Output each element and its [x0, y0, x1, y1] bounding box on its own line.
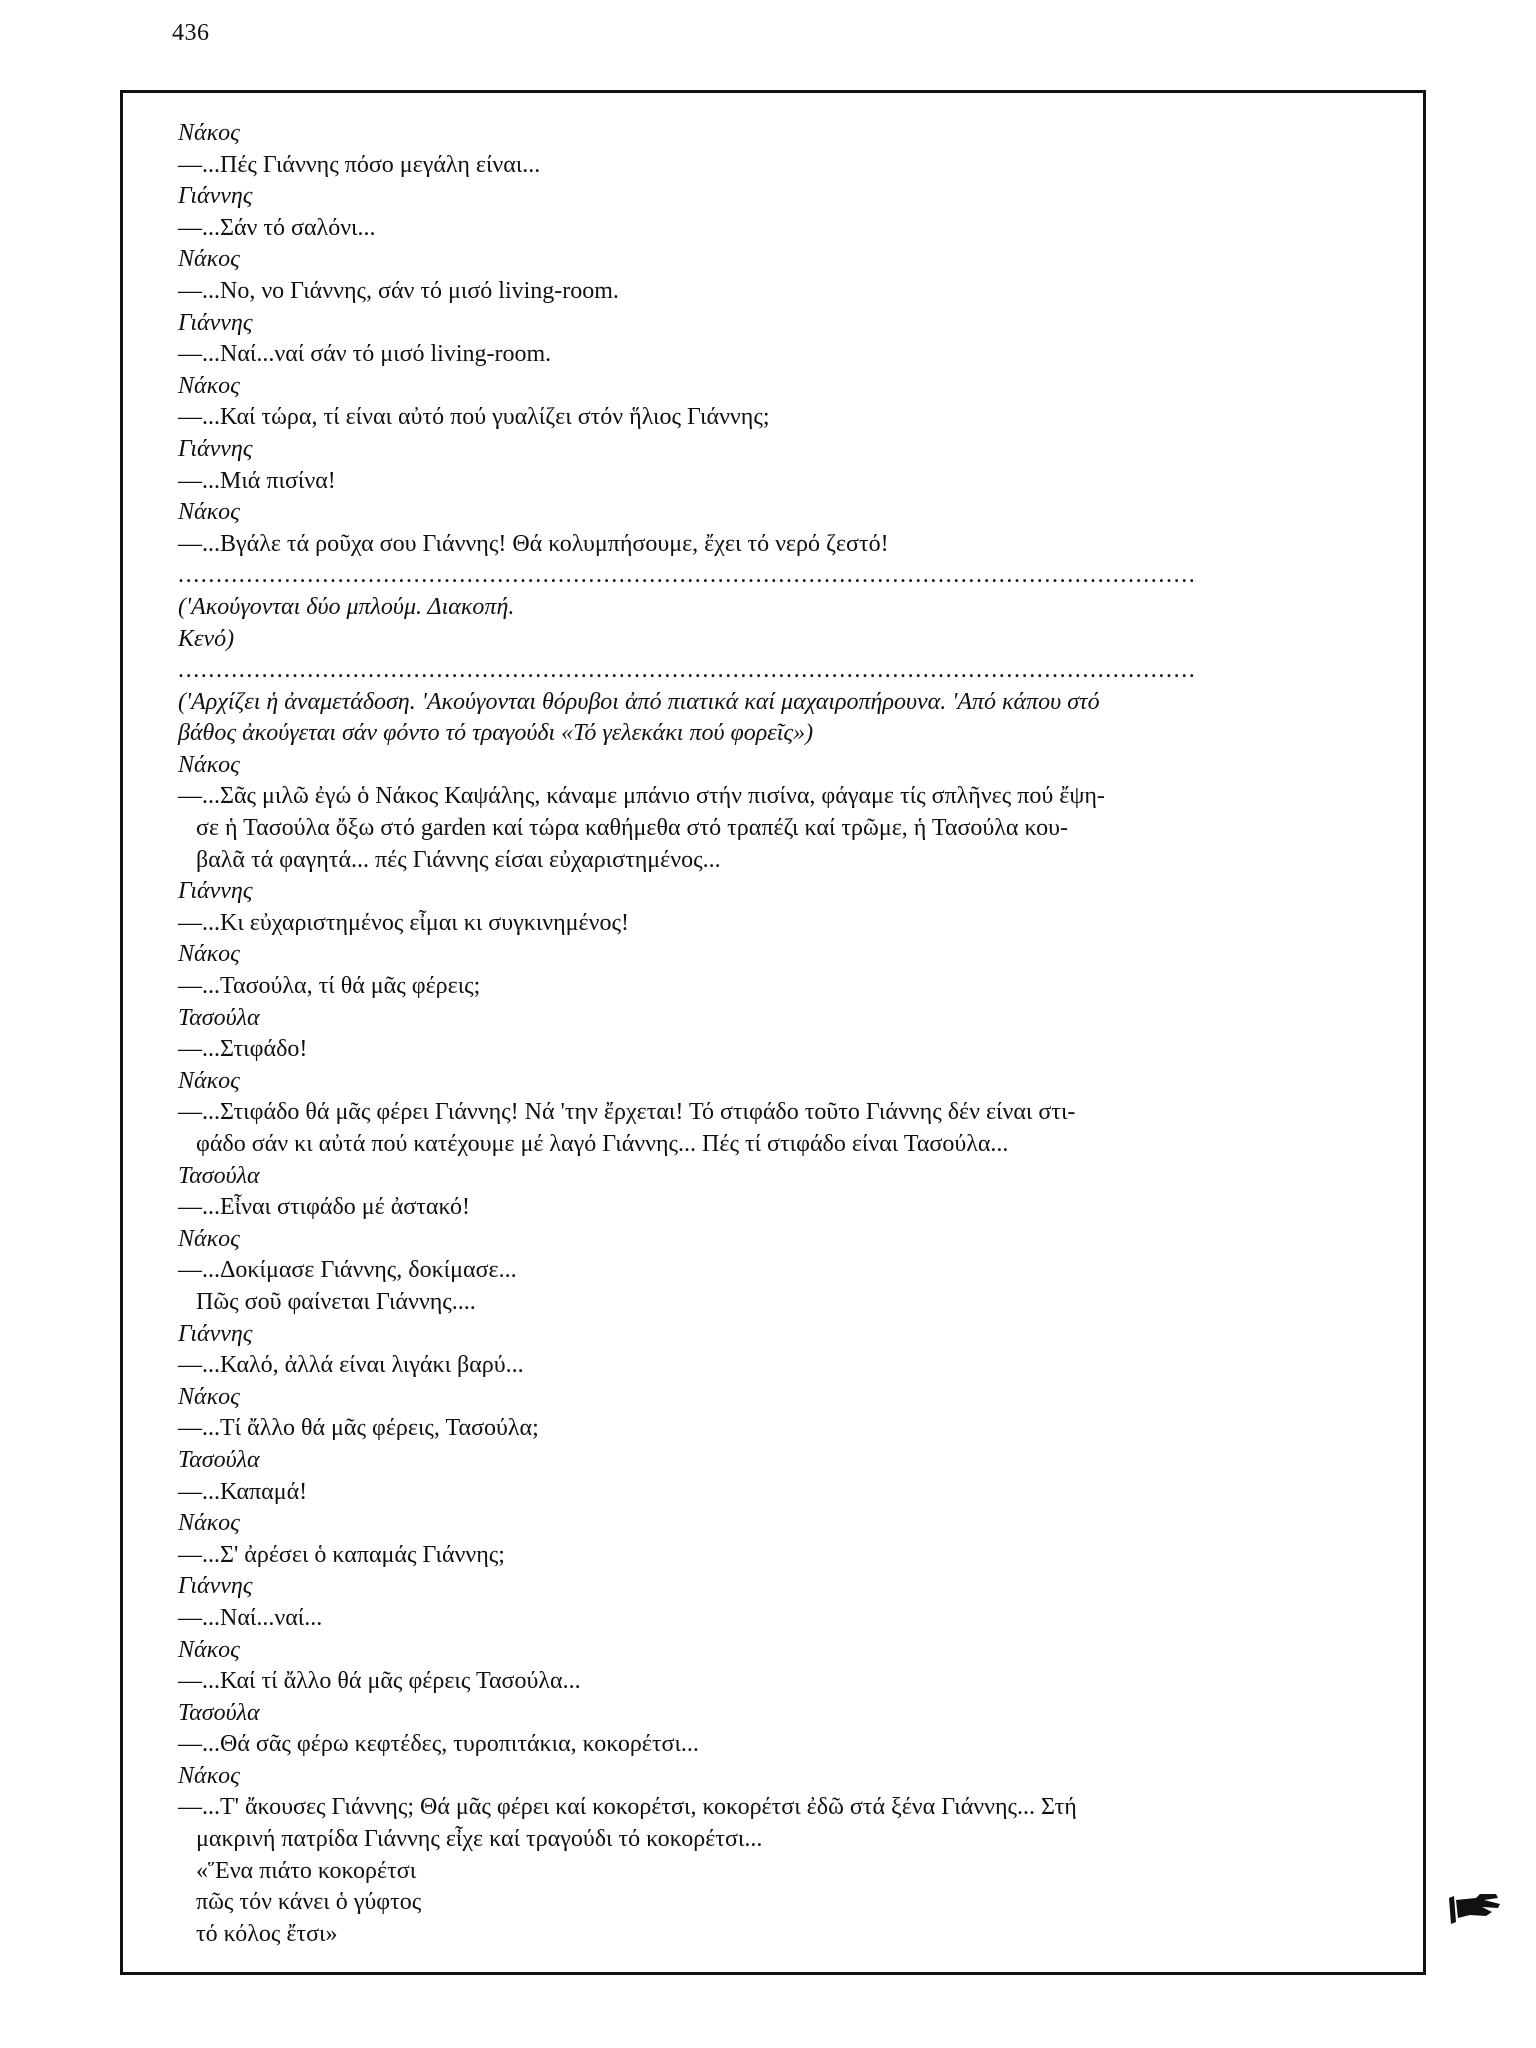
dialogue-line: —...Στιφάδο θά μᾶς φέρει Γιάννης! Νά 'την ἔρχεται! Τό στιφάδο τοῦτο Γιάννης δέν είναι στι- [178, 1099, 1076, 1126]
speaker-name: Τασούλα [178, 1162, 260, 1189]
speaker-name: Νάκος [178, 246, 240, 273]
dialogue-line: —...Στιφάδο! [178, 1036, 308, 1063]
stage-direction: Κενό) [178, 625, 235, 652]
dialogue-line: —...Τί ἄλλο θά μᾶς φέρεις, Τασούλα; [178, 1415, 539, 1442]
speaker-name: Νάκος [178, 1762, 240, 1789]
speaker-name: Νάκος [178, 1067, 240, 1094]
dialogue-line: —...Καπαμά! [178, 1478, 308, 1505]
dialogue-line: —...Κι εὐχαριστημένος εἶμαι κι συγκινημένος! [178, 909, 629, 936]
stage-direction: βάθος ἀκούγεται σάν φόντο τό τραγούδι «Τό γελεκάκι πού φορεῖς») [178, 720, 814, 747]
dialogue-line: —...Δοκίμασε Γιάννης, δοκίμασε... [178, 1257, 517, 1284]
dialogue-line: —...Σάν τό σαλόνι... [178, 214, 376, 241]
dialogue-line: —...Βγάλε τά ροῦχα σου Γιάννης! Θά κολυμπήσουμε, ἔχει τό νερό ζεστό! [178, 530, 889, 557]
dialogue-line: —...Μιά πισίνα! [178, 467, 336, 494]
speaker-name: Νάκος [178, 941, 240, 968]
dialogue-line: —...Καί τώρα, τί είναι αὐτό πού γυαλίζει στόν ἥλιος Γιάννης; [178, 404, 770, 431]
speaker-name: Τασούλα [178, 1699, 260, 1726]
dialogue-line: —...Σᾶς μιλῶ ἐγώ ὁ Νάκος Καψάλης, κάναμε μπάνιο στήν πισίνα, φάγαμε τίς σπλῆνες πού ἔψη- [178, 783, 1105, 810]
dialogue-line: Πῶς σοῦ φαίνεται Γιάννης.... [178, 1288, 476, 1315]
play-script-text [178, 118, 1378, 1950]
speaker-name: Γιάννης [178, 183, 253, 210]
dialogue-line: —...Τασούλα, τί θά μᾶς φέρεις; [178, 973, 481, 1000]
pointing-hand-icon [1446, 1888, 1502, 1928]
stage-direction: ('Ακούγονται δύο μπλούμ. Διακοπή. [178, 593, 515, 620]
dialogue-line: μακρινή πατρίδα Γιάννης εἶχε καί τραγούδι τό κοκορέτσι... [178, 1826, 763, 1853]
dotted-separator: ...................................................................................................................................... [178, 562, 1197, 589]
speaker-name: Γιάννης [178, 1320, 253, 1347]
speaker-name: Νάκος [178, 1225, 240, 1252]
dialogue-line: —...Καλό, ἀλλά είναι λιγάκι βαρύ... [178, 1352, 524, 1379]
speaker-name: Νάκος [178, 1636, 240, 1663]
page-number: 436 [172, 20, 210, 46]
dialogue-line: —...Τ' ἄκουσες Γιάννης; Θά μᾶς φέρει καί κοκορέτσι, κοκορέτσι ἐδῶ στά ξένα Γιάννης... Στή [178, 1794, 1077, 1821]
dialogue-line: —...Καί τί ἄλλο θά μᾶς φέρεις Τασούλα... [178, 1668, 581, 1695]
speaker-name: Νάκος [178, 1510, 240, 1537]
speaker-name: Νάκος [178, 499, 240, 526]
speaker-name: Νάκος [178, 372, 240, 399]
dialogue-line: τό κόλος ἔτσι» [178, 1920, 338, 1947]
dialogue-line: πῶς τόν κάνει ὁ γύφτος [178, 1889, 422, 1916]
speaker-name: Νάκος [178, 751, 240, 778]
dotted-separator: ...................................................................................................................................... [178, 657, 1197, 684]
dialogue-line: —...Σ' ἀρέσει ὁ καπαμάς Γιάννης; [178, 1541, 505, 1568]
dialogue-line: σε ἡ Τασούλα ὄξω στό garden καί τώρα καθήμεθα στό τραπέζι καί τρῶμε, ἡ Τασούλα κου- [178, 815, 1068, 842]
dialogue-line: —...Πές Γιάννης πόσο μεγάλη είναι... [178, 151, 541, 178]
dialogue-line: —...Εἶναι στιφάδο μέ ἀστακό! [178, 1194, 471, 1221]
speaker-name: Γιάννης [178, 435, 253, 462]
speaker-name: Νάκος [178, 120, 240, 146]
speaker-name: Νάκος [178, 1383, 240, 1410]
dialogue-line: —...Θά σᾶς φέρω κεφτέδες, τυροπιτάκια, κοκορέτσι... [178, 1731, 699, 1758]
speaker-name: Τασούλα [178, 1446, 260, 1473]
speaker-name: Γιάννης [178, 1573, 253, 1600]
dialogue-line: —...Ναί...ναί σάν τό μισό living-room. [178, 341, 552, 368]
speaker-name: Γιάννης [178, 878, 253, 905]
stage-direction: ('Αρχίζει ἡ ἀναμετάδοση. 'Ακούγονται θόρυβοι ἀπό πιατικά καί μαχαιροπήρουνα. 'Από κάπου στό [178, 688, 1100, 715]
dialogue-line: «Ἕνα πιάτο κοκορέτσι [178, 1857, 417, 1884]
dialogue-line: φάδο σάν κι αὐτά πού κατέχουμε μέ λαγό Γιάννης... Πές τί στιφάδο είναι Τασούλα... [178, 1131, 1009, 1157]
dialogue-line: —...Νο, νο Γιάννης, σάν τό μισό living-room. [178, 277, 619, 304]
dialogue-line: βαλᾶ τά φαγητά... πές Γιάννης είσαι εὐχαριστημένος... [178, 846, 721, 873]
speaker-name: Τασούλα [178, 1004, 260, 1031]
dialogue-line: —...Ναί...ναί... [178, 1604, 323, 1631]
speaker-name: Γιάννης [178, 309, 253, 336]
